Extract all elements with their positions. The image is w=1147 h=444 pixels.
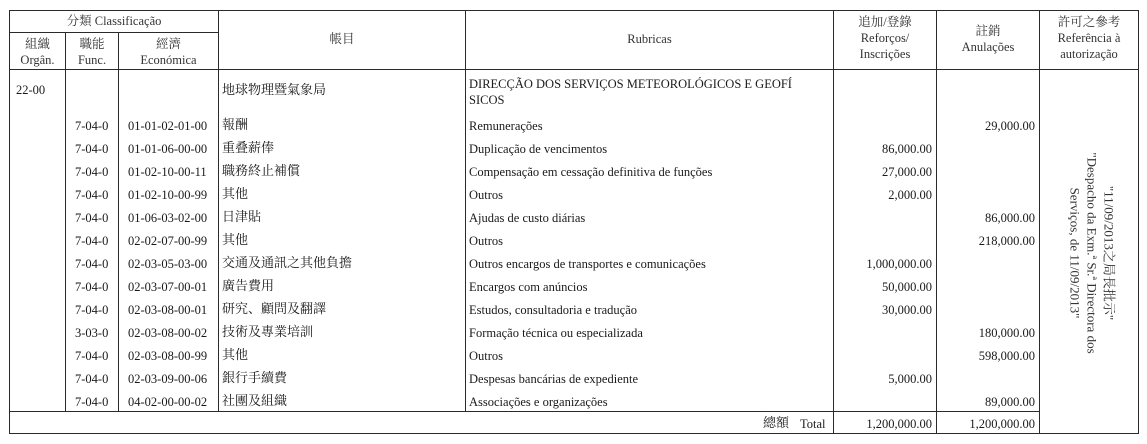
row-func-code: 7-04-0: [75, 372, 109, 386]
row-econ-code: 02-03-09-00-06: [128, 372, 208, 386]
row-rubrica-zh: 研究、顧問及翻譯: [222, 302, 327, 317]
row-rubrica-zh: 社團及組織: [222, 394, 288, 409]
row-econ-code: 02-03-08-00-99: [128, 349, 208, 363]
col-divider-pt: [465, 10, 466, 412]
header-bottom-border: [9, 69, 1138, 70]
row-anulacao: 89,000.00: [985, 395, 1035, 409]
row-anulacao: 180,000.00: [978, 326, 1035, 340]
row-rubrica-pt: Remunerações: [469, 119, 543, 133]
row-func-code: 7-04-0: [75, 119, 109, 133]
header-organica-zh: 組織: [24, 37, 50, 51]
header-referencia-pt1: Referência à: [1057, 31, 1121, 45]
row-rubrica-zh: 報酬: [222, 118, 249, 133]
col-divider-func: [65, 32, 66, 412]
header-referencia-zh: 許可之參考: [1057, 15, 1121, 29]
row-func-code: 7-04-0: [75, 165, 109, 179]
row-func-code: 3-03-0: [75, 326, 109, 340]
header-funcional-pt: Func.: [77, 53, 107, 67]
row-econ-code: 04-02-00-00-02: [128, 395, 208, 409]
row-rubrica-zh: 其他: [222, 233, 249, 248]
row-rubrica-zh: 日津貼: [222, 210, 262, 225]
row-anulacao: 29,000.00: [985, 119, 1035, 133]
department-name-pt-line2: SICOS: [469, 93, 505, 107]
row-rubrica-pt: Despesas bancárias de expediente: [469, 372, 639, 386]
row-rubrica-pt: Formação técnica ou especializada: [469, 326, 643, 340]
table-top-border: [9, 10, 1138, 11]
header-reforcos-pt2: Inscrições: [859, 47, 911, 61]
row-rubrica-zh: 廣告費用: [222, 279, 275, 294]
border-left: [9, 10, 10, 434]
row-rubrica-zh: 銀行手續費: [222, 371, 288, 386]
row-rubrica-zh: 重叠薪俸: [222, 141, 275, 156]
row-func-code: 7-04-0: [75, 395, 109, 409]
row-econ-code: 01-01-02-01-00: [128, 119, 208, 133]
row-econ-code: 02-03-08-00-02: [128, 326, 208, 340]
row-rubrica-pt: Ajudas de custo diárias: [469, 211, 586, 225]
row-reforco: 86,000.00: [882, 142, 932, 156]
org-code: 22-00: [16, 83, 46, 97]
border-right: [1138, 10, 1139, 434]
row-econ-code: 02-02-07-00-99: [128, 234, 208, 248]
row-func-code: 7-04-0: [75, 234, 109, 248]
row-func-code: 7-04-0: [75, 211, 109, 225]
reference-line-2: "Despacho da Exm.ª Sr.ª Directora dos: [1084, 152, 1100, 354]
row-reforco: 30,000.00: [882, 303, 932, 317]
total-reforcos: 1,200,000.00: [866, 417, 932, 431]
header-economica-pt: Económica: [140, 53, 197, 67]
department-name-zh: 地球物理暨氣象局: [222, 83, 327, 98]
table-bottom-border: [9, 433, 1138, 434]
row-rubrica-zh: 其他: [222, 187, 249, 202]
col-divider-referencia: [1039, 10, 1040, 434]
header-classification: 分類 Classificação: [66, 14, 162, 28]
row-rubrica-pt: Associações e organizações: [469, 395, 608, 409]
row-reforco: 27,000.00: [882, 165, 932, 179]
row-anulacao: 86,000.00: [985, 211, 1035, 225]
row-rubrica-pt: Estudos, consultadoria e tradução: [469, 303, 638, 317]
row-reforco: 5,000.00: [888, 372, 932, 386]
col-divider-reforcos: [833, 10, 834, 434]
header-rubricas-zh: 帳目: [329, 32, 355, 46]
header-reforcos-zh: 追加/登錄: [858, 15, 912, 29]
department-name-pt-line1: DIRECÇÃO DOS SERVIÇOS METEOROLÓGICOS E GEOFÍ: [469, 77, 792, 91]
row-reforco: 2,000.00: [888, 188, 932, 202]
row-reforco: 50,000.00: [882, 280, 932, 294]
row-econ-code: 01-02-10-00-99: [128, 188, 208, 202]
row-econ-code: 02-03-05-03-00: [128, 257, 208, 271]
row-rubrica-pt: Encargos com anúncios: [469, 280, 588, 294]
row-rubrica-pt: Outros: [469, 188, 504, 202]
col-divider-econ: [118, 32, 119, 412]
header-organica-pt: Orgân.: [20, 53, 55, 67]
row-func-code: 7-04-0: [75, 280, 109, 294]
col-divider-zh: [218, 10, 219, 412]
row-econ-code: 01-02-10-00-11: [128, 165, 207, 179]
row-rubrica-pt: Outros encargos de transportes e comunicações: [469, 257, 706, 271]
authorization-reference: [1052, 138, 1132, 368]
row-rubrica-zh: 其他: [222, 348, 249, 363]
row-rubrica-pt: Compensação em cessação definitiva de funções: [469, 165, 713, 179]
row-econ-code: 01-01-06-00-00: [128, 142, 208, 156]
row-func-code: 7-04-0: [75, 142, 109, 156]
header-funcional-zh: 職能: [79, 37, 105, 51]
reference-line-3: Serviços, de 11/09/2013": [1067, 187, 1083, 319]
row-func-code: 7-04-0: [75, 349, 109, 363]
row-rubrica-zh: 技術及專業培訓: [222, 325, 314, 340]
row-reforco: 1,000,000.00: [866, 257, 932, 271]
header-reforcos-pt1: Reforços/: [860, 31, 910, 45]
row-rubrica-pt: Outros: [469, 349, 504, 363]
classification-divider: [9, 32, 218, 33]
header-economica-zh: 經濟: [155, 37, 181, 51]
row-func-code: 7-04-0: [75, 303, 109, 317]
total-top-border: [9, 411, 1040, 412]
reference-line-1: "11/09/2013之局長批示": [1101, 185, 1117, 321]
row-anulacao: 598,000.00: [978, 349, 1035, 363]
header-anulacoes-zh: 註銷: [975, 24, 1001, 38]
row-rubrica-zh: 交通及通訊之其他負擔: [222, 256, 353, 271]
row-econ-code: 01-06-03-02-00: [128, 211, 208, 225]
row-econ-code: 02-03-07-00-01: [128, 280, 208, 294]
header-rubricas-pt: Rubricas: [627, 32, 672, 46]
total-anulacoes: 1,200,000.00: [969, 417, 1035, 431]
total-label-zh: 總額: [763, 416, 790, 431]
row-econ-code: 02-03-08-00-01: [128, 303, 208, 317]
header-anulacoes-pt: Anulações: [961, 40, 1015, 54]
row-rubrica-pt: Duplicação de vencimentos: [469, 142, 608, 156]
total-label-pt: Total: [800, 417, 826, 431]
row-func-code: 7-04-0: [75, 188, 109, 202]
row-func-code: 7-04-0: [75, 257, 109, 271]
row-rubrica-zh: 職務終止補償: [222, 164, 301, 179]
row-anulacao: 218,000.00: [978, 234, 1035, 248]
row-rubrica-pt: Outros: [469, 234, 504, 248]
header-referencia-pt2: autorização: [1060, 47, 1118, 61]
